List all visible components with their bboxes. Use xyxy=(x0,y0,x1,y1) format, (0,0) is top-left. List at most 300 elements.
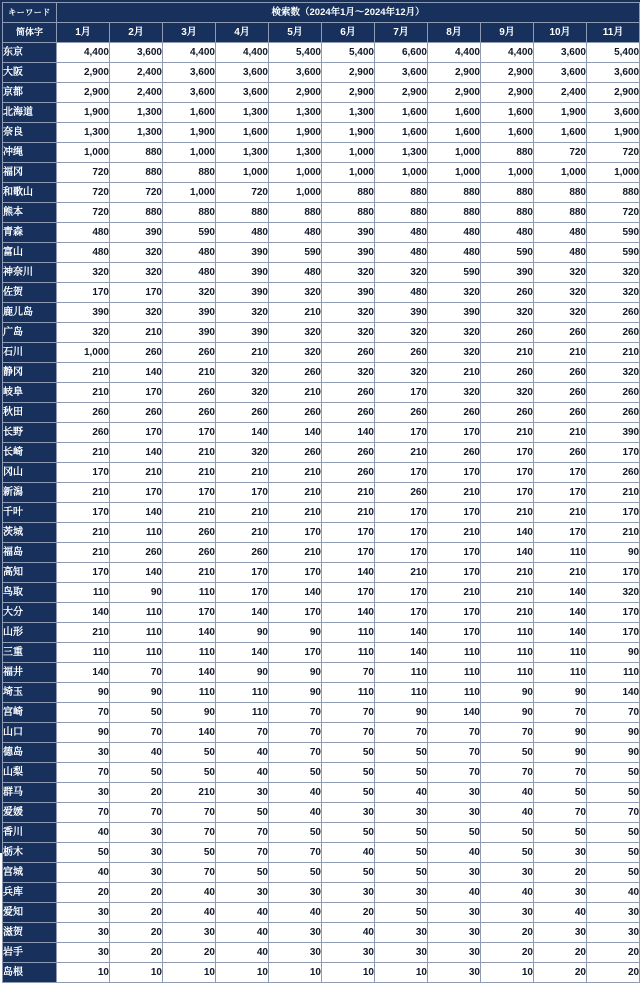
table-cell-value[interactable]: 390 xyxy=(163,323,216,343)
table-cell-value[interactable]: 5,400 xyxy=(269,43,322,63)
table-cell-value[interactable]: 260 xyxy=(587,323,640,343)
table-cell-value[interactable]: 210 xyxy=(587,483,640,503)
table-cell-value[interactable]: 140 xyxy=(57,663,110,683)
row-header-keyword[interactable]: 栃木 xyxy=(3,843,57,863)
table-cell-value[interactable]: 110 xyxy=(163,683,216,703)
table-cell-value[interactable]: 90 xyxy=(163,703,216,723)
table-cell-value[interactable]: 140 xyxy=(110,563,163,583)
table-cell-value[interactable]: 40 xyxy=(587,883,640,903)
table-cell-value[interactable]: 90 xyxy=(534,683,587,703)
table-cell-value[interactable]: 30 xyxy=(428,803,481,823)
table-cell-value[interactable]: 10 xyxy=(57,963,110,983)
row-header-keyword[interactable]: 山梨 xyxy=(3,763,57,783)
table-cell-value[interactable]: 2,900 xyxy=(587,83,640,103)
table-cell-value[interactable]: 4,400 xyxy=(216,43,269,63)
table-cell-value[interactable]: 880 xyxy=(110,203,163,223)
table-cell-value[interactable]: 260 xyxy=(587,403,640,423)
table-cell-value[interactable]: 50 xyxy=(375,903,428,923)
table-cell-value[interactable]: 70 xyxy=(57,703,110,723)
table-cell-value[interactable]: 170 xyxy=(57,503,110,523)
column-header-month[interactable]: 10月 xyxy=(534,23,587,43)
table-cell-value[interactable]: 170 xyxy=(587,503,640,523)
table-cell-value[interactable]: 170 xyxy=(216,583,269,603)
table-cell-value[interactable]: 110 xyxy=(481,623,534,643)
table-cell-value[interactable]: 170 xyxy=(269,523,322,543)
table-cell-value[interactable]: 260 xyxy=(269,443,322,463)
table-cell-value[interactable]: 50 xyxy=(269,763,322,783)
table-cell-value[interactable]: 1,300 xyxy=(375,143,428,163)
table-cell-value[interactable]: 2,900 xyxy=(322,83,375,103)
row-header-keyword[interactable]: 埼玉 xyxy=(3,683,57,703)
table-cell-value[interactable]: 480 xyxy=(163,243,216,263)
table-cell-value[interactable]: 140 xyxy=(110,363,163,383)
table-cell-value[interactable]: 320 xyxy=(269,343,322,363)
table-cell-value[interactable]: 1,600 xyxy=(163,103,216,123)
table-cell-value[interactable]: 110 xyxy=(216,683,269,703)
table-cell-value[interactable]: 880 xyxy=(110,163,163,183)
column-header-month[interactable]: 6月 xyxy=(322,23,375,43)
row-header-keyword[interactable]: 岐阜 xyxy=(3,383,57,403)
table-cell-value[interactable]: 320 xyxy=(269,283,322,303)
table-cell-value[interactable]: 880 xyxy=(322,203,375,223)
table-cell-value[interactable]: 1,900 xyxy=(269,123,322,143)
table-cell-value[interactable]: 20 xyxy=(322,903,375,923)
table-cell-value[interactable]: 1,000 xyxy=(428,143,481,163)
table-cell-value[interactable]: 90 xyxy=(216,663,269,683)
table-cell-value[interactable]: 210 xyxy=(216,523,269,543)
table-cell-value[interactable]: 10 xyxy=(269,963,322,983)
table-cell-value[interactable]: 320 xyxy=(534,263,587,283)
table-cell-value[interactable]: 170 xyxy=(375,463,428,483)
table-cell-value[interactable]: 720 xyxy=(216,183,269,203)
table-cell-value[interactable]: 480 xyxy=(534,243,587,263)
table-cell-value[interactable]: 40 xyxy=(216,943,269,963)
table-cell-value[interactable]: 70 xyxy=(110,723,163,743)
table-cell-value[interactable]: 210 xyxy=(587,343,640,363)
table-cell-value[interactable]: 30 xyxy=(322,943,375,963)
table-cell-value[interactable]: 50 xyxy=(110,703,163,723)
table-cell-value[interactable]: 170 xyxy=(534,483,587,503)
table-cell-value[interactable]: 1,000 xyxy=(534,163,587,183)
table-cell-value[interactable]: 880 xyxy=(481,183,534,203)
table-cell-value[interactable]: 30 xyxy=(428,903,481,923)
table-cell-value[interactable]: 590 xyxy=(587,243,640,263)
table-cell-value[interactable]: 40 xyxy=(163,903,216,923)
table-cell-value[interactable]: 50 xyxy=(110,763,163,783)
table-cell-value[interactable]: 110 xyxy=(428,683,481,703)
table-cell-value[interactable]: 110 xyxy=(534,543,587,563)
table-cell-value[interactable]: 70 xyxy=(481,763,534,783)
table-cell-value[interactable]: 480 xyxy=(57,223,110,243)
table-cell-value[interactable]: 90 xyxy=(269,683,322,703)
table-cell-value[interactable]: 320 xyxy=(322,363,375,383)
table-cell-value[interactable]: 320 xyxy=(57,323,110,343)
table-cell-value[interactable]: 70 xyxy=(428,743,481,763)
table-cell-value[interactable]: 140 xyxy=(110,503,163,523)
table-cell-value[interactable]: 50 xyxy=(375,863,428,883)
table-cell-value[interactable]: 210 xyxy=(269,383,322,403)
table-cell-value[interactable]: 50 xyxy=(481,743,534,763)
table-cell-value[interactable]: 210 xyxy=(375,563,428,583)
table-cell-value[interactable]: 260 xyxy=(534,443,587,463)
table-cell-value[interactable]: 30 xyxy=(375,943,428,963)
row-header-keyword[interactable]: 熊本 xyxy=(3,203,57,223)
table-cell-value[interactable]: 90 xyxy=(481,683,534,703)
table-cell-value[interactable]: 70 xyxy=(428,723,481,743)
table-cell-value[interactable]: 320 xyxy=(110,263,163,283)
table-cell-value[interactable]: 10 xyxy=(216,963,269,983)
table-cell-value[interactable]: 170 xyxy=(375,383,428,403)
table-cell-value[interactable]: 210 xyxy=(57,383,110,403)
table-cell-value[interactable]: 140 xyxy=(322,603,375,623)
table-cell-value[interactable]: 1,900 xyxy=(534,103,587,123)
table-cell-value[interactable]: 260 xyxy=(269,403,322,423)
table-cell-value[interactable]: 110 xyxy=(534,663,587,683)
table-cell-value[interactable]: 210 xyxy=(57,483,110,503)
table-cell-value[interactable]: 90 xyxy=(534,743,587,763)
row-header-keyword[interactable]: 静冈 xyxy=(3,363,57,383)
table-cell-value[interactable]: 50 xyxy=(587,863,640,883)
table-cell-value[interactable]: 720 xyxy=(57,203,110,223)
table-cell-value[interactable]: 1,900 xyxy=(163,123,216,143)
table-cell-value[interactable]: 90 xyxy=(534,723,587,743)
table-cell-value[interactable]: 170 xyxy=(57,283,110,303)
table-cell-value[interactable]: 1,000 xyxy=(163,143,216,163)
table-cell-value[interactable]: 70 xyxy=(163,803,216,823)
row-header-keyword[interactable]: 福岛 xyxy=(3,543,57,563)
table-cell-value[interactable]: 110 xyxy=(57,583,110,603)
table-cell-value[interactable]: 2,900 xyxy=(481,63,534,83)
table-cell-value[interactable]: 260 xyxy=(110,343,163,363)
table-cell-value[interactable]: 20 xyxy=(587,963,640,983)
table-cell-value[interactable]: 320 xyxy=(587,283,640,303)
table-cell-value[interactable]: 50 xyxy=(322,743,375,763)
table-cell-value[interactable]: 480 xyxy=(534,223,587,243)
table-cell-value[interactable]: 30 xyxy=(375,883,428,903)
table-cell-value[interactable]: 260 xyxy=(534,323,587,343)
table-cell-value[interactable]: 1,900 xyxy=(587,123,640,143)
table-cell-value[interactable]: 210 xyxy=(269,303,322,323)
table-cell-value[interactable]: 480 xyxy=(216,223,269,243)
row-header-keyword[interactable]: 岛根 xyxy=(3,963,57,983)
table-cell-value[interactable]: 40 xyxy=(428,843,481,863)
table-cell-value[interactable]: 260 xyxy=(163,383,216,403)
table-cell-value[interactable]: 50 xyxy=(587,763,640,783)
table-cell-value[interactable]: 880 xyxy=(375,203,428,223)
table-cell-value[interactable]: 2,400 xyxy=(534,83,587,103)
table-cell-value[interactable]: 110 xyxy=(163,583,216,603)
table-cell-value[interactable]: 70 xyxy=(269,743,322,763)
table-cell-value[interactable]: 210 xyxy=(269,483,322,503)
table-cell-value[interactable]: 2,900 xyxy=(57,63,110,83)
table-cell-value[interactable]: 880 xyxy=(163,163,216,183)
table-cell-value[interactable]: 170 xyxy=(428,563,481,583)
table-cell-value[interactable]: 210 xyxy=(322,503,375,523)
table-cell-value[interactable]: 170 xyxy=(322,523,375,543)
table-cell-value[interactable]: 1,300 xyxy=(269,143,322,163)
table-cell-value[interactable]: 1,600 xyxy=(534,123,587,143)
table-cell-value[interactable]: 50 xyxy=(163,763,216,783)
column-header-month[interactable]: 11月 xyxy=(587,23,640,43)
table-cell-value[interactable]: 4,400 xyxy=(428,43,481,63)
table-cell-value[interactable]: 880 xyxy=(587,183,640,203)
table-cell-value[interactable]: 170 xyxy=(375,503,428,523)
table-cell-value[interactable]: 320 xyxy=(375,323,428,343)
table-cell-value[interactable]: 110 xyxy=(163,643,216,663)
row-header-keyword[interactable]: 山形 xyxy=(3,623,57,643)
table-cell-value[interactable]: 320 xyxy=(428,323,481,343)
table-cell-value[interactable]: 70 xyxy=(110,663,163,683)
table-cell-value[interactable]: 70 xyxy=(216,723,269,743)
table-cell-value[interactable]: 210 xyxy=(481,563,534,583)
table-cell-value[interactable]: 40 xyxy=(216,743,269,763)
table-cell-value[interactable]: 110 xyxy=(110,643,163,663)
table-cell-value[interactable]: 260 xyxy=(587,383,640,403)
table-cell-value[interactable]: 260 xyxy=(534,403,587,423)
table-cell-value[interactable]: 70 xyxy=(481,723,534,743)
table-cell-value[interactable]: 320 xyxy=(216,443,269,463)
table-cell-value[interactable]: 590 xyxy=(587,223,640,243)
table-cell-value[interactable]: 170 xyxy=(110,423,163,443)
table-cell-value[interactable]: 170 xyxy=(587,623,640,643)
table-cell-value[interactable]: 110 xyxy=(216,703,269,723)
table-cell-value[interactable]: 50 xyxy=(428,823,481,843)
table-cell-value[interactable]: 880 xyxy=(534,203,587,223)
table-cell-value[interactable]: 480 xyxy=(375,223,428,243)
table-cell-value[interactable]: 390 xyxy=(216,243,269,263)
table-cell-value[interactable]: 2,900 xyxy=(57,83,110,103)
table-cell-value[interactable]: 90 xyxy=(110,683,163,703)
table-cell-value[interactable]: 210 xyxy=(163,463,216,483)
table-cell-value[interactable]: 20 xyxy=(163,943,216,963)
table-cell-value[interactable]: 2,900 xyxy=(322,63,375,83)
table-cell-value[interactable]: 3,600 xyxy=(587,63,640,83)
row-header-keyword[interactable]: 滋贺 xyxy=(3,923,57,943)
table-cell-value[interactable]: 30 xyxy=(534,883,587,903)
table-cell-value[interactable]: 1,000 xyxy=(57,343,110,363)
table-cell-value[interactable]: 170 xyxy=(163,423,216,443)
table-cell-value[interactable]: 40 xyxy=(322,923,375,943)
table-cell-value[interactable]: 170 xyxy=(216,563,269,583)
table-cell-value[interactable]: 40 xyxy=(269,803,322,823)
table-cell-value[interactable]: 320 xyxy=(57,263,110,283)
table-cell-value[interactable]: 30 xyxy=(587,903,640,923)
table-cell-value[interactable]: 5,400 xyxy=(322,43,375,63)
table-cell-value[interactable]: 390 xyxy=(322,283,375,303)
row-header-keyword[interactable]: 东京 xyxy=(3,43,57,63)
table-cell-value[interactable]: 260 xyxy=(587,303,640,323)
table-cell-value[interactable]: 170 xyxy=(481,483,534,503)
table-cell-value[interactable]: 320 xyxy=(587,363,640,383)
table-cell-value[interactable]: 30 xyxy=(428,783,481,803)
table-cell-value[interactable]: 260 xyxy=(110,543,163,563)
table-cell-value[interactable]: 260 xyxy=(269,363,322,383)
table-cell-value[interactable]: 30 xyxy=(428,863,481,883)
table-cell-value[interactable]: 30 xyxy=(110,823,163,843)
table-cell-value[interactable]: 210 xyxy=(322,483,375,503)
table-cell-value[interactable]: 70 xyxy=(57,763,110,783)
table-cell-value[interactable]: 50 xyxy=(375,823,428,843)
table-cell-value[interactable]: 390 xyxy=(110,223,163,243)
table-cell-value[interactable]: 50 xyxy=(269,823,322,843)
row-header-keyword[interactable]: 秋田 xyxy=(3,403,57,423)
row-header-keyword[interactable]: 茨城 xyxy=(3,523,57,543)
table-cell-value[interactable]: 30 xyxy=(163,923,216,943)
table-cell-value[interactable]: 110 xyxy=(375,683,428,703)
table-cell-value[interactable]: 210 xyxy=(534,563,587,583)
table-cell-value[interactable]: 260 xyxy=(481,363,534,383)
table-cell-value[interactable]: 1,000 xyxy=(269,163,322,183)
table-cell-value[interactable]: 110 xyxy=(587,663,640,683)
row-header-keyword[interactable]: 宫崎 xyxy=(3,703,57,723)
table-cell-value[interactable]: 2,400 xyxy=(110,83,163,103)
table-cell-value[interactable]: 40 xyxy=(269,783,322,803)
table-cell-value[interactable]: 2,900 xyxy=(481,83,534,103)
table-cell-value[interactable]: 260 xyxy=(375,403,428,423)
table-cell-value[interactable]: 880 xyxy=(481,203,534,223)
table-cell-value[interactable]: 40 xyxy=(216,763,269,783)
table-cell-value[interactable]: 720 xyxy=(534,143,587,163)
table-cell-value[interactable]: 170 xyxy=(57,463,110,483)
table-cell-value[interactable]: 390 xyxy=(428,303,481,323)
table-cell-value[interactable]: 210 xyxy=(57,623,110,643)
table-cell-value[interactable]: 50 xyxy=(57,843,110,863)
table-cell-value[interactable]: 320 xyxy=(375,263,428,283)
table-cell-value[interactable]: 210 xyxy=(428,523,481,543)
table-cell-value[interactable]: 30 xyxy=(216,783,269,803)
table-cell-value[interactable]: 2,900 xyxy=(375,83,428,103)
row-header-keyword[interactable]: 山口 xyxy=(3,723,57,743)
row-header-keyword[interactable]: 福冈 xyxy=(3,163,57,183)
table-cell-value[interactable]: 480 xyxy=(428,243,481,263)
column-header-month[interactable]: 2月 xyxy=(110,23,163,43)
table-cell-value[interactable]: 260 xyxy=(57,423,110,443)
table-cell-value[interactable]: 110 xyxy=(322,623,375,643)
table-cell-value[interactable]: 50 xyxy=(322,763,375,783)
table-cell-value[interactable]: 1,300 xyxy=(216,103,269,123)
table-cell-value[interactable]: 70 xyxy=(110,803,163,823)
table-cell-value[interactable]: 90 xyxy=(110,583,163,603)
table-cell-value[interactable]: 210 xyxy=(269,463,322,483)
row-header-keyword[interactable]: 宫城 xyxy=(3,863,57,883)
table-cell-value[interactable]: 3,600 xyxy=(216,83,269,103)
table-cell-value[interactable]: 40 xyxy=(428,883,481,903)
row-header-keyword[interactable]: 新潟 xyxy=(3,483,57,503)
table-cell-value[interactable]: 170 xyxy=(375,603,428,623)
table-cell-value[interactable]: 40 xyxy=(163,883,216,903)
table-cell-value[interactable]: 210 xyxy=(481,583,534,603)
table-cell-value[interactable]: 170 xyxy=(110,383,163,403)
table-cell-value[interactable]: 320 xyxy=(375,363,428,383)
table-cell-value[interactable]: 480 xyxy=(375,283,428,303)
table-cell-value[interactable]: 30 xyxy=(481,863,534,883)
table-cell-value[interactable]: 70 xyxy=(269,703,322,723)
table-cell-value[interactable]: 30 xyxy=(587,923,640,943)
table-cell-value[interactable]: 30 xyxy=(428,923,481,943)
row-header-keyword[interactable]: 冲绳 xyxy=(3,143,57,163)
table-cell-value[interactable]: 140 xyxy=(269,583,322,603)
table-cell-value[interactable]: 70 xyxy=(163,863,216,883)
table-cell-value[interactable]: 170 xyxy=(534,523,587,543)
table-cell-value[interactable]: 50 xyxy=(375,743,428,763)
table-cell-value[interactable]: 140 xyxy=(110,443,163,463)
table-cell-value[interactable]: 320 xyxy=(110,303,163,323)
table-cell-value[interactable]: 20 xyxy=(57,883,110,903)
row-header-keyword[interactable]: 京都 xyxy=(3,83,57,103)
table-cell-value[interactable]: 170 xyxy=(587,443,640,463)
table-cell-value[interactable]: 210 xyxy=(216,343,269,363)
table-cell-value[interactable]: 4,400 xyxy=(57,43,110,63)
table-cell-value[interactable]: 320 xyxy=(269,323,322,343)
table-cell-value[interactable]: 320 xyxy=(322,303,375,323)
table-cell-value[interactable]: 260 xyxy=(375,483,428,503)
table-cell-value[interactable]: 140 xyxy=(481,523,534,543)
table-cell-value[interactable]: 590 xyxy=(163,223,216,243)
table-cell-value[interactable]: 110 xyxy=(322,683,375,703)
table-cell-value[interactable]: 50 xyxy=(163,743,216,763)
row-header-keyword[interactable]: 三重 xyxy=(3,643,57,663)
table-cell-value[interactable]: 1,000 xyxy=(269,183,322,203)
table-cell-value[interactable]: 590 xyxy=(481,243,534,263)
table-cell-value[interactable]: 3,600 xyxy=(375,63,428,83)
table-cell-value[interactable]: 3,600 xyxy=(163,63,216,83)
table-cell-value[interactable]: 50 xyxy=(587,843,640,863)
table-cell-value[interactable]: 30 xyxy=(57,903,110,923)
table-cell-value[interactable]: 70 xyxy=(375,723,428,743)
table-cell-value[interactable]: 320 xyxy=(587,263,640,283)
table-cell-value[interactable]: 50 xyxy=(481,823,534,843)
table-cell-value[interactable]: 20 xyxy=(534,863,587,883)
table-cell-value[interactable]: 90 xyxy=(216,623,269,643)
table-cell-value[interactable]: 170 xyxy=(375,583,428,603)
table-cell-value[interactable]: 3,600 xyxy=(163,83,216,103)
table-cell-value[interactable]: 260 xyxy=(163,343,216,363)
table-cell-value[interactable]: 390 xyxy=(57,303,110,323)
table-cell-value[interactable]: 390 xyxy=(216,263,269,283)
table-cell-value[interactable]: 170 xyxy=(322,583,375,603)
table-cell-value[interactable]: 30 xyxy=(534,843,587,863)
table-cell-value[interactable]: 1,600 xyxy=(481,103,534,123)
table-cell-value[interactable]: 880 xyxy=(163,203,216,223)
table-cell-value[interactable]: 880 xyxy=(375,183,428,203)
table-cell-value[interactable]: 210 xyxy=(428,583,481,603)
table-cell-value[interactable]: 1,600 xyxy=(428,123,481,143)
table-cell-value[interactable]: 170 xyxy=(428,423,481,443)
table-cell-value[interactable]: 720 xyxy=(57,163,110,183)
table-cell-value[interactable]: 30 xyxy=(269,943,322,963)
table-cell-value[interactable]: 90 xyxy=(587,543,640,563)
column-header-month[interactable]: 3月 xyxy=(163,23,216,43)
table-cell-value[interactable]: 880 xyxy=(534,183,587,203)
table-cell-value[interactable]: 90 xyxy=(587,723,640,743)
table-cell-value[interactable]: 70 xyxy=(428,763,481,783)
row-header-keyword[interactable]: 石川 xyxy=(3,343,57,363)
table-cell-value[interactable]: 40 xyxy=(481,883,534,903)
table-cell-value[interactable]: 1,900 xyxy=(57,103,110,123)
table-cell-value[interactable]: 260 xyxy=(428,443,481,463)
table-cell-value[interactable]: 170 xyxy=(375,543,428,563)
table-cell-value[interactable]: 480 xyxy=(481,223,534,243)
table-cell-value[interactable]: 140 xyxy=(534,583,587,603)
table-cell-value[interactable]: 20 xyxy=(110,883,163,903)
table-cell-value[interactable]: 30 xyxy=(269,883,322,903)
table-cell-value[interactable]: 70 xyxy=(216,843,269,863)
table-cell-value[interactable]: 210 xyxy=(110,323,163,343)
table-cell-value[interactable]: 1,900 xyxy=(322,123,375,143)
table-cell-value[interactable]: 110 xyxy=(428,663,481,683)
table-cell-value[interactable]: 170 xyxy=(110,483,163,503)
table-cell-value[interactable]: 210 xyxy=(428,363,481,383)
